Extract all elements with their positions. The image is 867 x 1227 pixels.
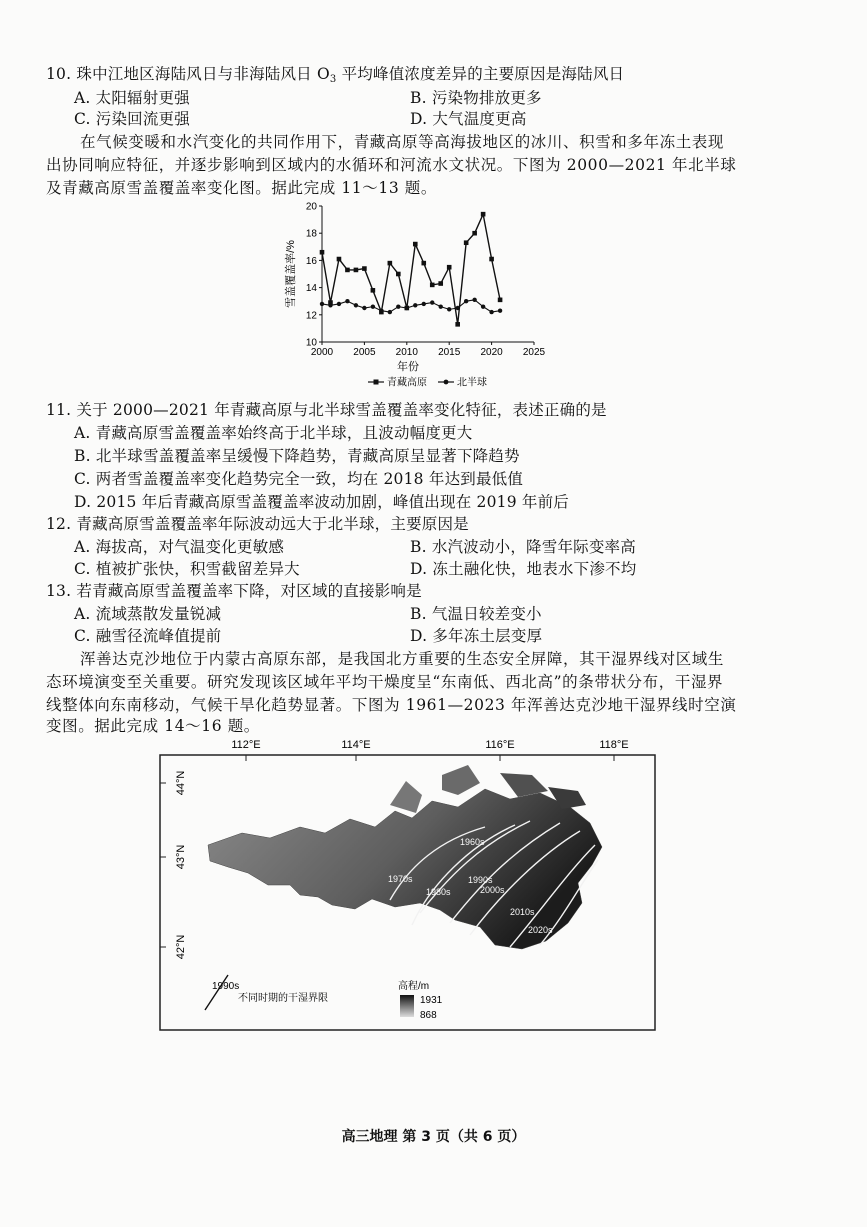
intro2-line1: 浑善达克沙地位于内蒙古高原东部，是我国北方重要的生态安全屏障，其干湿界线对区域生 (80, 650, 725, 668)
legend-elev-title: 高程/m (398, 981, 430, 992)
q10-option-c: C. 污染回流更强 (74, 110, 190, 128)
y-tick-label: 16 (305, 255, 317, 267)
data-point-tibet (371, 288, 376, 293)
line-label-2010s: 2010s (510, 907, 535, 917)
line-label-2020s: 2020s (528, 925, 553, 935)
chart-series (320, 212, 503, 327)
legend-label: 北半球 (457, 377, 487, 389)
data-point-nh (371, 304, 375, 308)
legend-line-text: 不同时期的干湿界限 (238, 993, 328, 1004)
q11-option-a: A. 青藏高原雪盖覆盖率始终高于北半球，且波动幅度更大 (74, 424, 473, 442)
line-label-2000s: 2000s (480, 885, 505, 895)
q12-option-a: A. 海拔高，对气温变化更敏感 (74, 538, 285, 556)
data-point-tibet (320, 250, 325, 255)
data-point-nh (447, 307, 451, 311)
data-point-nh (362, 306, 366, 310)
q13-stem: 13. 若青藏高原雪盖覆盖率下降，对区域的直接影响是 (46, 582, 422, 600)
data-point-nh (388, 310, 392, 314)
lat-label-44: 44°N (175, 770, 187, 796)
data-point-tibet (362, 266, 367, 271)
q12-stem: 12. 青藏高原雪盖覆盖率年际波动远大于北半球，主要原因是 (46, 515, 469, 533)
x-tick-label: 2020 (480, 347, 503, 358)
data-point-tibet (481, 212, 486, 217)
line-label-1970s: 1970s (388, 874, 413, 884)
intro2-line4: 变图。据此完成 14～16 题。 (46, 717, 260, 735)
line-label-1960s: 1960s (460, 837, 485, 847)
legend-label: 青藏高原 (387, 377, 427, 389)
line-label-1980s: 1980s (426, 887, 451, 897)
q13-option-c: C. 融雪径流峰值提前 (74, 627, 222, 645)
intro1-line1: 在气候变暖和水汽变化的共同作用下，青藏高原等高海拔地区的冰川、积雪和多年冻土表现 (80, 133, 725, 151)
data-point-tibet (345, 268, 350, 273)
chart-axes (306, 202, 546, 359)
lon-label-114: 114°E (341, 739, 371, 751)
lat-label-43: 43°N (175, 844, 187, 870)
q11-stem: 11. 关于 2000—2021 年青藏高原与北半球雪盖覆盖率变化特征，表述正确的是 (46, 401, 607, 419)
q13-option-d: D. 多年冻土层变厚 (410, 627, 543, 645)
chart-y-label: 雪盖覆盖率/% (285, 240, 297, 308)
intro2-line2: 态环境演变至关重要。研究发现该区域年平均干燥度呈“东南低、西北高”的条带状分布，干湿界 (46, 673, 724, 691)
data-point-tibet (498, 298, 503, 303)
data-point-nh (464, 299, 468, 303)
legend-marker-square (374, 380, 379, 385)
data-point-tibet (455, 322, 460, 327)
lon-label-116: 116°E (485, 739, 515, 751)
x-tick-label: 2010 (395, 347, 418, 358)
q10-option-b: B. 污染物排放更多 (410, 89, 542, 107)
data-point-nh (405, 306, 409, 310)
data-point-nh (396, 304, 400, 308)
y-tick-label: 18 (305, 228, 317, 240)
q12-option-d: D. 冻土融化快，地表水下渗不均 (410, 560, 637, 578)
data-point-tibet (489, 257, 494, 262)
y-tick-label: 20 (305, 201, 317, 213)
data-point-nh (498, 309, 502, 313)
data-point-nh (337, 302, 341, 306)
q13-option-a: A. 流域蒸散发量锐减 (74, 605, 222, 623)
q10-option-a: A. 太阳辐射更强 (74, 89, 190, 107)
data-point-tibet (337, 257, 342, 262)
data-point-tibet (447, 265, 452, 270)
data-point-tibet (354, 268, 359, 273)
chart-x-label: 年份 (397, 361, 419, 373)
data-point-nh (472, 298, 476, 302)
chart-legend (368, 376, 487, 389)
q11-option-c: C. 两者雪盖覆盖率变化趋势完全一致，均在 2018 年达到最低值 (74, 470, 524, 488)
q11-option-b: B. 北半球雪盖覆盖率呈缓慢下降趋势，青藏高原呈显著下降趋势 (74, 447, 520, 465)
dry-wet-boundary-map (150, 735, 670, 1035)
data-point-nh (328, 303, 332, 307)
data-point-tibet (472, 231, 477, 236)
data-point-nh (320, 302, 324, 306)
legend-elev-min: 868 (420, 1010, 437, 1021)
data-point-tibet (388, 261, 393, 266)
data-point-nh (413, 303, 417, 307)
x-tick-label: 2000 (310, 347, 334, 358)
data-point-nh (430, 300, 434, 304)
legend-line-example: 1990s (212, 981, 240, 992)
lon-label-112: 112°E (231, 739, 261, 751)
data-point-nh (422, 302, 426, 306)
q11-option-d: D. 2015 年后青藏高原雪盖覆盖率波动加剧，峰值出现在 2019 年前后 (74, 493, 570, 511)
y-tick-label: 12 (305, 310, 317, 322)
snow-cover-chart (272, 198, 562, 398)
data-point-tibet (430, 283, 435, 288)
intro1-line2: 出协同响应特征，并逐步影响到区域内的水循环和河流水文状况。下图为 2000—2021 年北半球 (46, 156, 737, 174)
data-point-nh (481, 304, 485, 308)
lon-label-118: 118°E (599, 739, 629, 751)
intro2-line3: 线整体向东南移动，气候干旱化趋势显著。下图为 1961—2023 年浑善达克沙地干湿界线时空演 (46, 696, 737, 714)
x-tick-label: 2015 (438, 347, 461, 358)
x-tick-label: 2005 (353, 347, 376, 358)
data-point-nh (379, 309, 383, 313)
data-point-tibet (438, 281, 443, 286)
data-point-tibet (396, 272, 401, 277)
y-tick-label: 14 (305, 283, 317, 295)
legend-elev-max: 1931 (420, 995, 443, 1006)
data-point-tibet (464, 240, 469, 245)
data-point-nh (489, 310, 493, 314)
data-point-tibet (413, 242, 418, 247)
data-point-nh (354, 303, 358, 307)
data-point-tibet (421, 261, 426, 266)
lat-label-42: 42°N (175, 934, 187, 960)
q12-option-c: C. 植被扩张快，积雪截留差异大 (74, 560, 300, 578)
data-point-nh (455, 306, 459, 310)
q10-option-d: D. 大气温度更高 (410, 110, 527, 128)
line-label-1990s: 1990s (468, 875, 493, 885)
y-tick-label: 10 (305, 337, 317, 349)
x-tick-label: 2025 (522, 347, 546, 358)
legend-marker-circle (444, 380, 449, 385)
legend-elev-bar (400, 995, 414, 1017)
data-point-nh (439, 304, 443, 308)
intro1-line3: 及青藏高原雪盖覆盖率变化图。据此完成 11～13 题。 (46, 179, 438, 197)
q10-stem: 10. 珠中江地区海陆风日与非海陆风日 $O_3$ 平均峰值浓度差异的主要原因是海陆风日 (46, 65, 625, 85)
page-footer: 高三地理 第 3 页（共 6 页） (341, 1129, 526, 1145)
data-point-nh (345, 299, 349, 303)
q13-option-b: B. 气温日较差变小 (410, 605, 542, 623)
q12-option-b: B. 水汽波动小，降雪年际变率高 (410, 538, 636, 556)
